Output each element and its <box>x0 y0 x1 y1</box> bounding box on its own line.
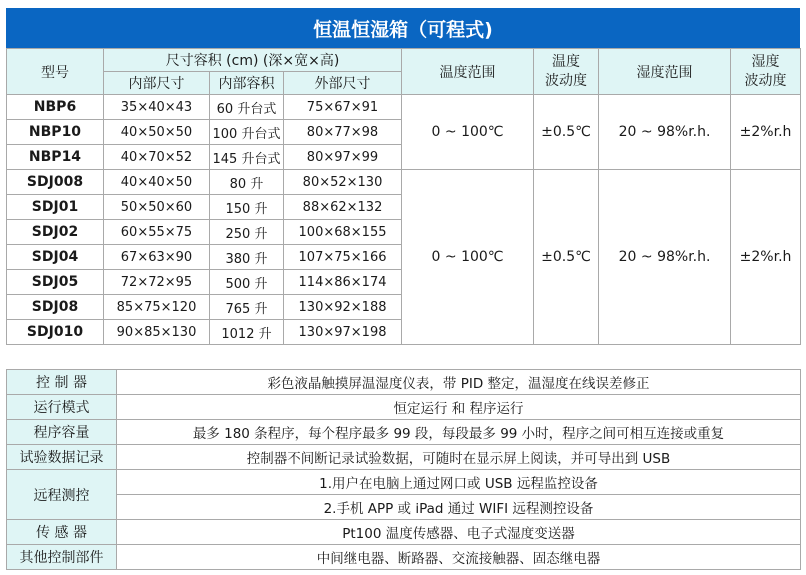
humid-fluct-cell: ±2%r.h <box>731 95 801 170</box>
control-label: 传 感 器 <box>7 520 117 545</box>
outer-size-cell: 75×67×91 <box>284 95 402 120</box>
table-row <box>7 170 801 195</box>
temp-range-cell: 0 ~ 100℃ <box>402 95 534 170</box>
table-row <box>7 95 801 120</box>
header-model: 型号 <box>7 49 104 95</box>
model-cell: SDJ010 <box>7 320 104 345</box>
inner-volume-cell: 250 升 <box>210 220 284 245</box>
inner-size-cell: 67×63×90 <box>104 245 210 270</box>
control-label: 远程测控 <box>7 470 117 520</box>
inner-volume-cell: 765 升 <box>210 295 284 320</box>
inner-volume-cell: 150 升 <box>210 195 284 220</box>
inner-size-cell: 40×40×50 <box>104 170 210 195</box>
control-table <box>6 369 801 570</box>
control-row <box>7 520 801 545</box>
control-row <box>7 420 801 445</box>
model-cell: NBP6 <box>7 95 104 120</box>
control-value: 中间继电器、断路器、交流接触器、固态继电器 <box>117 545 801 570</box>
control-row <box>7 545 801 570</box>
header-temp-range: 温度范围 <box>402 49 534 95</box>
outer-size-cell: 88×62×132 <box>284 195 402 220</box>
control-value: 1.用户在电脑上通过网口或 USB 远程监控设备 <box>117 470 801 495</box>
header-inner-size: 内部尺寸 <box>104 72 210 95</box>
inner-volume-cell: 80 升 <box>210 170 284 195</box>
inner-size-cell: 60×55×75 <box>104 220 210 245</box>
model-cell: SDJ08 <box>7 295 104 320</box>
inner-size-cell: 72×72×95 <box>104 270 210 295</box>
inner-size-cell: 40×70×52 <box>104 145 210 170</box>
inner-size-cell: 35×40×43 <box>104 95 210 120</box>
outer-size-cell: 80×97×99 <box>284 145 402 170</box>
header-humid-range: 湿度范围 <box>599 49 731 95</box>
model-cell: SDJ04 <box>7 245 104 270</box>
control-row <box>7 445 801 470</box>
inner-volume-cell: 500 升 <box>210 270 284 295</box>
control-value: 控制器不间断记录试验数据，可随时在显示屏上阅读，并可导出到 USB <box>117 445 801 470</box>
control-row <box>7 470 801 495</box>
header-size-group: 尺寸容积 (cm) (深×宽×高) <box>104 49 402 72</box>
model-cell: NBP14 <box>7 145 104 170</box>
control-label: 试验数据记录 <box>7 445 117 470</box>
temp-fluct-cell: ±0.5℃ <box>534 170 599 345</box>
outer-size-cell: 130×92×188 <box>284 295 402 320</box>
humid-range-cell: 20 ~ 98%r.h. <box>599 95 731 170</box>
outer-size-cell: 100×68×155 <box>284 220 402 245</box>
control-label: 程序容量 <box>7 420 117 445</box>
control-value: 恒定运行 和 程序运行 <box>117 395 801 420</box>
humid-fluct-cell: ±2%r.h <box>731 170 801 345</box>
outer-size-cell: 107×75×166 <box>284 245 402 270</box>
inner-volume-cell: 145 升台式 <box>210 145 284 170</box>
control-label: 其他控制部件 <box>7 545 117 570</box>
inner-volume-cell: 380 升 <box>210 245 284 270</box>
control-value: 最多 180 条程序，每个程序最多 99 段，每段最多 99 小时，程序之间可相互连接或重复 <box>117 420 801 445</box>
inner-volume-cell: 1012 升 <box>210 320 284 345</box>
inner-size-cell: 40×50×50 <box>104 120 210 145</box>
control-value: 彩色液晶触摸屏温湿度仪表，带 PID 整定，温湿度在线误差修正 <box>117 370 801 395</box>
header-row <box>7 49 801 72</box>
spec-table <box>6 48 801 345</box>
header-inner-volume: 内部容积 <box>210 72 284 95</box>
control-value: Pt100 温度传感器、电子式湿度变送器 <box>117 520 801 545</box>
header-outer-size: 外部尺寸 <box>284 72 402 95</box>
outer-size-cell: 114×86×174 <box>284 270 402 295</box>
temp-fluct-cell: ±0.5℃ <box>534 95 599 170</box>
control-row <box>7 395 801 420</box>
model-cell: SDJ05 <box>7 270 104 295</box>
control-label: 运行模式 <box>7 395 117 420</box>
model-cell: SDJ008 <box>7 170 104 195</box>
page-title: 恒温恒湿箱（可程式) <box>6 8 800 48</box>
outer-size-cell: 80×77×98 <box>284 120 402 145</box>
header-temp-fluct: 温度 波动度 <box>534 49 599 95</box>
inner-size-cell: 90×85×130 <box>104 320 210 345</box>
control-row <box>7 495 801 520</box>
outer-size-cell: 80×52×130 <box>284 170 402 195</box>
header-humid-fluct: 湿度 波动度 <box>731 49 801 95</box>
inner-volume-cell: 100 升台式 <box>210 120 284 145</box>
control-label: 控 制 器 <box>7 370 117 395</box>
control-body <box>7 370 801 570</box>
outer-size-cell: 130×97×198 <box>284 320 402 345</box>
spec-body <box>7 95 801 345</box>
control-value: 2.手机 APP 或 iPad 通过 WIFI 远程测控设备 <box>117 495 801 520</box>
inner-size-cell: 50×50×60 <box>104 195 210 220</box>
model-cell: NBP10 <box>7 120 104 145</box>
control-row <box>7 370 801 395</box>
inner-volume-cell: 60 升台式 <box>210 95 284 120</box>
model-cell: SDJ01 <box>7 195 104 220</box>
inner-size-cell: 85×75×120 <box>104 295 210 320</box>
humid-range-cell: 20 ~ 98%r.h. <box>599 170 731 345</box>
temp-range-cell: 0 ~ 100℃ <box>402 170 534 345</box>
model-cell: SDJ02 <box>7 220 104 245</box>
